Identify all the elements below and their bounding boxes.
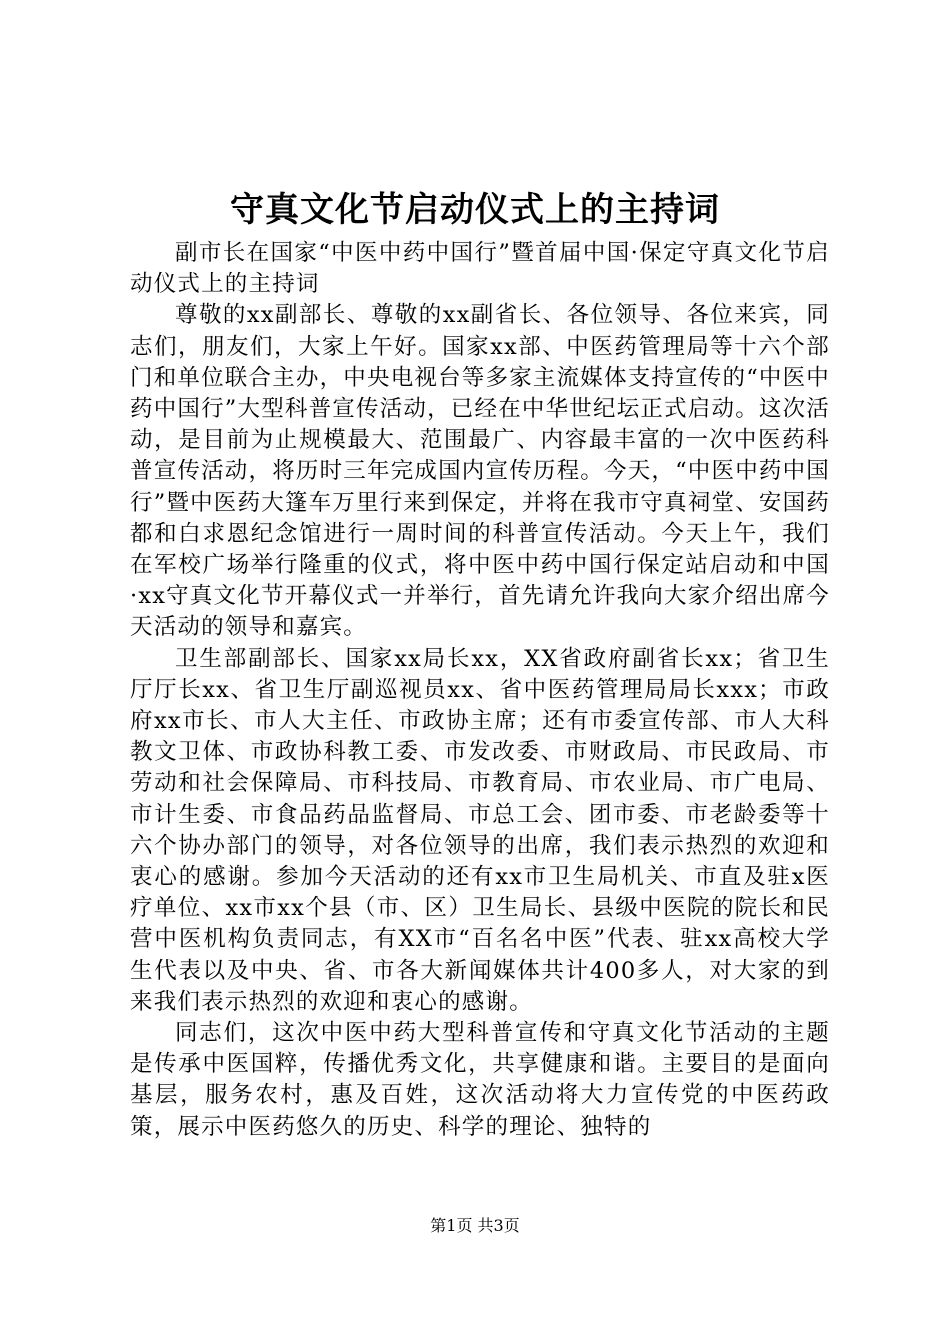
- page-number-footer: 第1页 共3页: [430, 1216, 520, 1235]
- paragraph-heading-line: 副市长在国家“中医中药中国行”暨首届中国·保定守真文化节启动仪式上的主持词: [130, 240, 830, 298]
- paragraph-guests: 卫生部副部长、国家xx局长xx，XX省政府副省长xx；省卫生厅厅长xx、省卫生厅副巡视员xx、省中医药管理局局长xxx；市政府xx市长、市人大主任、市政协主席；还有市委宣传部、市人大科教文卫体、市政协科教工委、市发改委、市财政局、市民政局、市劳动和社会保障局、市科技局、市教育局、市农业局、市广电局、市计生委、市食品药品监督局、市总工会、团市委、市老龄委等十六个协办部门的领导，对各位领导的出席，我们表示热烈的欢迎和衷心的感谢。参加今天活动的还有xx市卫生局机关、市直及驻x医疗单位、xx市xx个县（市、区）卫生局长、县级中医院的院长和民营中医机构负责同志，有XX市“百名名中医”代表、驻xx高校大学生代表以及中央、省、市各大新闻媒体共计400多人，对大家的到来我们表示热烈的欢迎和衷心的感谢。: [130, 645, 830, 1015]
- document-title: 守真文化节启动仪式上的主持词: [230, 190, 720, 230]
- paragraph-theme: 同志们，这次中医中药大型科普宣传和守真文化节活动的主题是传承中医国粹，传播优秀文化，共享健康和谐。主要目的是面向基层，服务农村，惠及百姓，这次活动将大力宣传党的中医药政策，展示中医药悠久的历史、科学的理论、独特的: [130, 1020, 830, 1140]
- paragraph-greeting: 尊敬的xx副部长、尊敬的xx副省长、各位领导、各位来宾，同志们，朋友们，大家上午好。国家xx部、中医药管理局等十六个部门和单位联合主办，中央电视台等多家主流媒体支持宣传的“中医中药中国行”大型科普宣传活动，已经在中华世纪坛正式启动。这次活动，是目前为止规模最大、范围最广、内容最丰富的一次中医药科普宣传活动，将历时三年完成国内宣传历程。今天，“中医中药中国行”暨中医药大篷车万里行来到保定，并将在我市守真祠堂、安国药都和白求恩纪念馆进行一周时间的科普宣传活动。今天上午，我们在军校广场举行隆重的仪式，将中医中药中国行保定站启动和中国·xx守真文化节开幕仪式一并举行，首先请允许我向大家介绍出席今天活动的领导和嘉宾。: [130, 302, 831, 641]
- document-body: [130, 238, 830, 1143]
